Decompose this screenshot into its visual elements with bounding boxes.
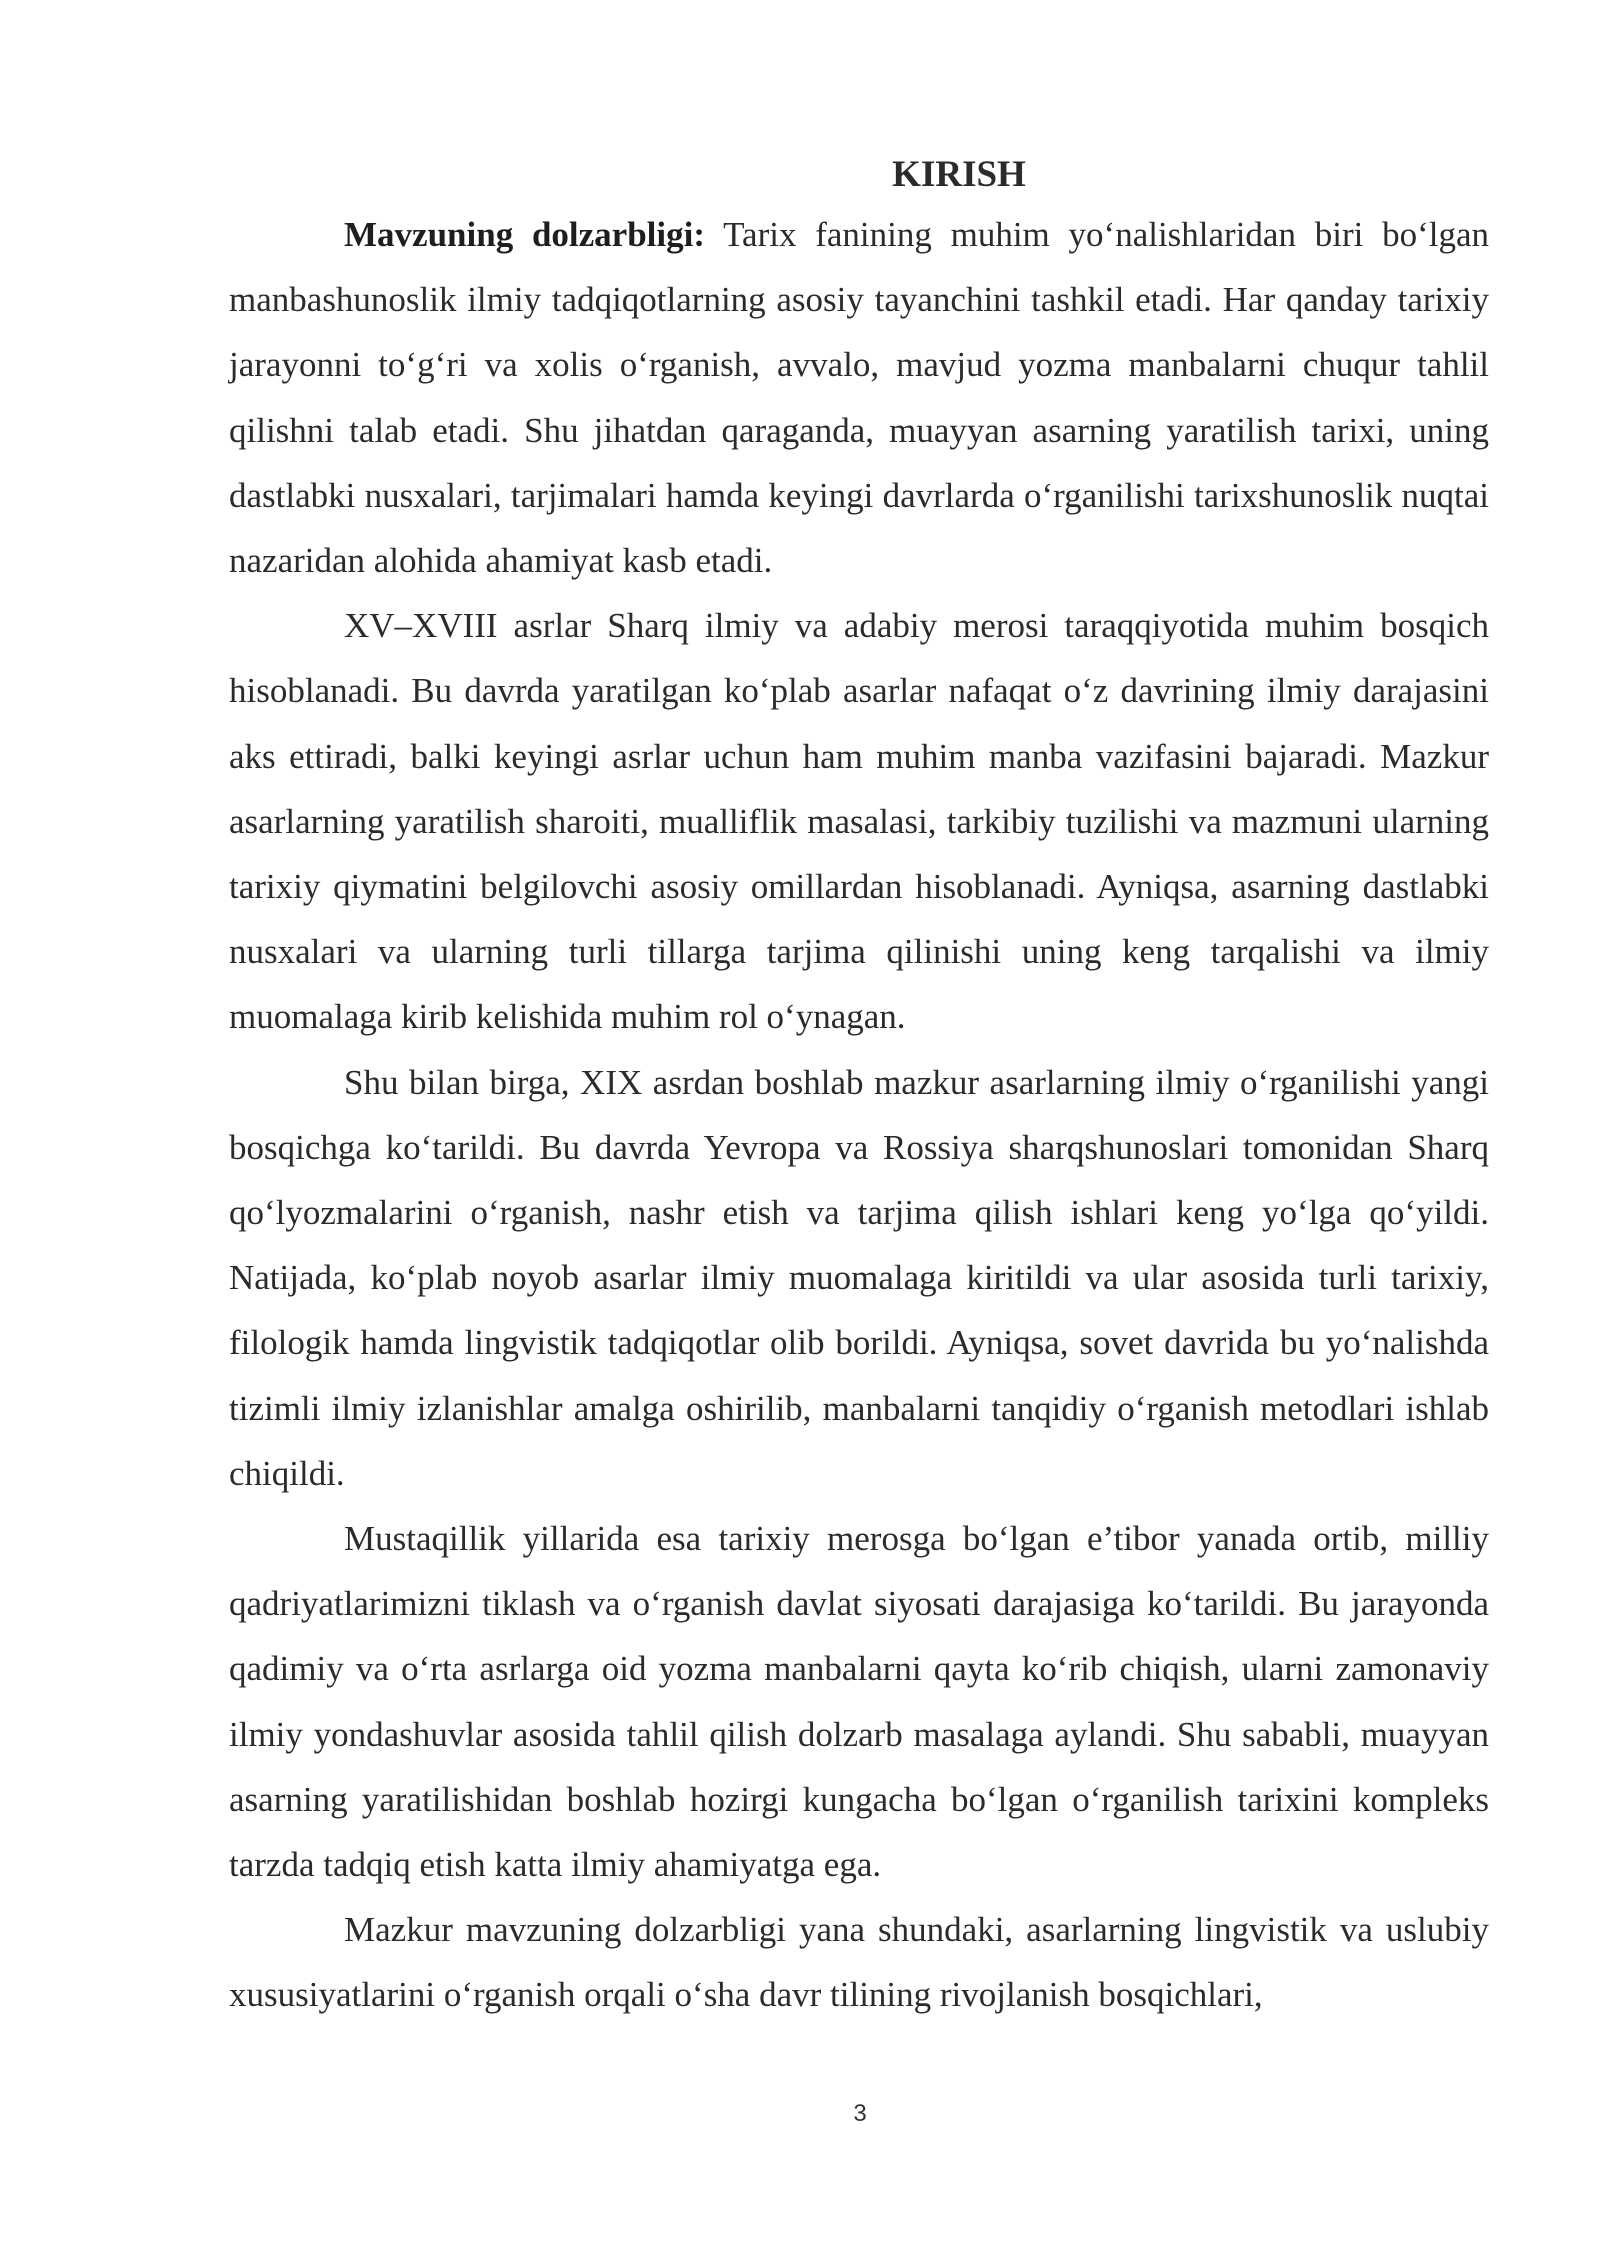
paragraph-text: Tarix fanining muhim yo‘nalishlaridan biri bo‘lgan manbashunoslik ilmiy tadqiqotlarning asosiy tayanchini tashkil etadi. Har qanday tarixiy jarayonni to‘g‘ri va xolis o‘rganish, avvalo, mavjud yozma manbalarni chuqur tahlil qilishni talab etadi. Shu jihatdan qaraganda, muayyan asarning yaratilish tarixi, uning dastlabki nusxalari, tarjimalari hamda keyingi davrlarda o‘rganilishi tarixshunoslik nuqtai nazaridan alohida ahamiyat kasb etadi. <box>229 215 1489 581</box>
paragraph: Mazkur mavzuning dolzarbligi yana shundaki, asarlarning lingvistik va uslubiy xususiyatlarini o‘rganish orqali o‘sha davr tilining rivojlanish bosqichlari, <box>229 1910 1489 2015</box>
relevance-label: Mavzuning dolzarbligi: <box>344 215 705 254</box>
paragraph: XV–XVIII asrlar Sharq ilmiy va adabiy merosi taraqqiyotida muhim bosqich hisoblanadi. Bu davrda yaratilgan ko‘plab asarlar nafaqat o‘z davrining ilmiy darajasini aks ettiradi, balki keyingi asrlar uchun ham muhim manba vazifasini bajaradi. Mazkur asarlarning yaratilish sharoiti, mualliflik masalasi, tarkibiy tuzilishi va mazmuni ularning tarixiy qiymatini belgilovchi asosiy omillardan hisoblanadi. Ayniqsa, asarning dastlabki nusxalari va ularning turli tillarga tarjima qilinishi uning keng tarqalishi va ilmiy muomalaga kirib kelishida muhim rol o‘ynagan. <box>229 606 1489 1037</box>
paragraph: Mustaqillik yillarida esa tarixiy merosga bo‘lgan e’tibor yanada ortib, milliy qadriyatlarimizni tiklash va o‘rganish davlat siyosati darajasiga ko‘tarildi. Bu jarayonda qadimiy va o‘rta asrlarga oid yozma manbalarni qayta ko‘rib chiqish, ularni zamonaviy ilmiy yondashuvlar asosida tahlil qilish dolzarb masalaga aylandi. Shu sababli, muayyan asarning yaratilishidan boshlab hozirgi kungacha bo‘lgan o‘rganilish tarixini kompleks tarzda tadqiq etish katta ilmiy ahamiyatga ega. <box>229 1519 1489 1885</box>
paragraph-relevance <box>229 202 1489 593</box>
section-heading: KIRISH <box>892 154 1026 195</box>
document-body <box>229 148 1489 2028</box>
paragraph: Shu bilan birga, XIX asrdan boshlab mazkur asarlarning ilmiy o‘rganilishi yangi bosqichga ko‘tarildi. Bu davrda Yevropa va Rossiya sharqshunoslari tomonidan Sharq qo‘lyozmalarini o‘rganish, nashr etish va tarjima qilish ishlari keng yo‘lga qo‘yildi. Natijada, ko‘plab noyob asarlar ilmiy muomalaga kiritildi va ular asosida turli tarixiy, filologik hamda lingvistik tadqiqotlar olib borildi. Ayniqsa, sovet davrida bu yo‘nalishda tizimli ilmiy izlanishlar amalga oshirilib, manbalarni tanqidiy o‘rganish metodlari ishlab chiqildi. <box>229 1062 1489 1493</box>
page-number: 3 <box>853 2100 867 2127</box>
